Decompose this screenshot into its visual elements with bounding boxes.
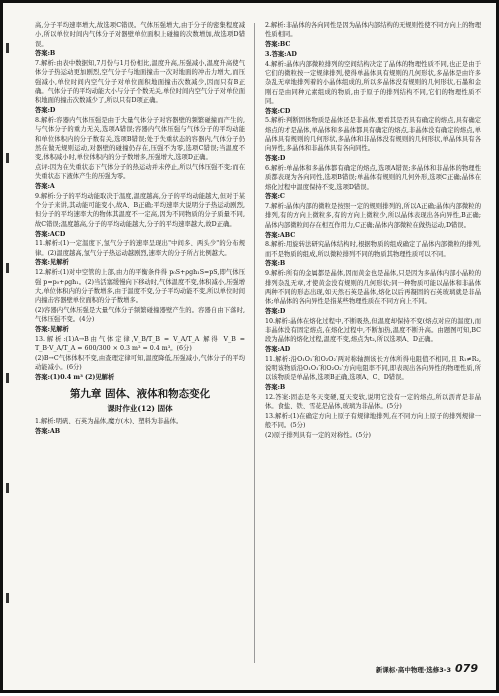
solution-paragraph: 13.解析:(1)A→B由气体定律,V_B/T_B = V_A/T_A 解得 V_B = T_B·V_A/T_A = 600/300 × 0.3 m³ = 0.4 m³。(6分) xyxy=(35,335,245,353)
solution-paragraph: 11.解析:(1)一定温度下,氢气分子的速率呈现出"中间多、两头少"的分布规律。(2)温度越高,氢气分子热运动越剧烈,速率大的分子所占比例越大。 xyxy=(35,240,245,257)
answer-line: 答案:D xyxy=(265,307,286,315)
solution-paragraph: 高,分子平均速率增大,故选项C错误。气体压强增大,由于分子的密集程度减小,所以单位时间内气体分子对器壁单位面积上碰撞的次数增加,故选项D错误。 xyxy=(35,22,245,48)
page-footer xyxy=(376,662,478,676)
chapter-answer-list xyxy=(35,417,245,436)
solution-paragraph: (2)B→C气体体积不变,由查理定律可知,温度降低,压强减小,气体分子的平均动能减小。(6分) xyxy=(35,354,245,372)
solution-paragraph: 12.解析:(1)对中空管的上部,由力的平衡条件得 p₀S+ρgh₁S=pS,即气体压强 p=p₀+ρgh₁。(2)当活塞缓慢向下移动时,气体温度不变,体积减小,压强增大,单位体积内的分子数增多,由于温度不变,分子平均动能不变,所以单位时间内撞击容器壁单位面积的分子数增多。 xyxy=(35,269,245,305)
answer-line: 答案:D xyxy=(265,155,286,163)
answer-line: 答案:(1)0.4 m³ (2)见解析 xyxy=(35,373,115,381)
answer-line: 答案:见解析 xyxy=(35,259,69,267)
answer-line: 3.答案:AD xyxy=(265,50,297,58)
answer-line: 答案:C xyxy=(265,193,285,201)
solution-paragraph: 9.解析:所有的金属都是晶体,因而黄金也是晶体,只是因为多晶体内部小晶粒的排列杂乱无章,才使黄金没有规则的几何形状;同一种物质可能以晶体和非晶体两种不同的形态出现,如天然石英是晶体,熔化以后再凝固的石英玻璃就是非晶体;单晶体的各向异性是指某些物理性质在不同方向上不同。 xyxy=(265,270,481,306)
answer-line: 答案:见解析 xyxy=(35,326,69,333)
answer-line: 答案:CD xyxy=(265,107,291,115)
solution-paragraph: 点评:因为在失重状态下气体分子的热运动并未停止,所以气体压强不变;而在失重状态下液体产生的压强为零。 xyxy=(35,163,245,181)
solution-paragraph: (2)容器内气体压强是大量气体分子频繁碰撞器壁产生的。容器自由下落时,气体压强不变。(4分) xyxy=(35,306,245,324)
answer-line: 答案:AD xyxy=(265,346,291,354)
answer-line: 答案:B xyxy=(35,50,56,58)
solution-paragraph: 8.解析:用旋转法研究晶体结构时,根据物质的组成确定了晶体内部微粒的排列,而不是物质的组成,所以微粒排列不同的物质其物理性质可以不同。 xyxy=(265,241,481,258)
solution-paragraph: (2)原子排列具有一定的对称性。(5分) xyxy=(265,432,371,440)
answer-line: 答案:ABC xyxy=(265,231,296,239)
solution-paragraph: 12.答案:固态是冬天变硬,夏天变软,说明它没有一定的熔点,所以沥青是非晶体。食盐、铁、雪花是晶体,玻璃为非晶体。(5分) xyxy=(265,394,481,411)
answer-line: 答案:A xyxy=(35,183,55,191)
left-column xyxy=(35,21,245,437)
column-divider xyxy=(254,23,255,663)
solution-paragraph: 7.解析:晶体内部的微粒是按照一定的规则排列的,所以A正确;晶体内部微粒的排列,有的方向上微粒多,有的方向上微粒少,所以晶体表现出各向异性,B正确;晶体内部微粒间存在相互作用力,C正确;晶体内部微粒在做热运动,D错误。 xyxy=(265,203,481,229)
solution-paragraph: 6.解析:单晶体和多晶体都有确定的熔点,选项A错误;多晶体和非晶体的物理性质都表现为各向同性,选项B错误;单晶体有规则的几何外形,选项C正确;晶体在熔化过程中温度保持不变,选项D错误。 xyxy=(265,164,481,191)
answer-line: 答案:D xyxy=(35,107,56,115)
solution-paragraph: 1.解析:明矾、石英为晶体,魔方(木)、塑料为非晶体。 xyxy=(35,418,183,426)
series-label: 新课标·高中物理·选修3-3 xyxy=(375,666,452,674)
solution-paragraph: 5.解析:判断固体物质是晶体还是非晶体,要看其是否具有确定的熔点,具有确定熔点的才是晶体,单晶体和多晶体都具有确定的熔点,非晶体没有确定的熔点,单晶体具有规则的几何形状,多晶体和非晶体没有规则的几何形状,单晶体具有各向异性,多晶体和非晶体具有各向同性。 xyxy=(265,117,481,153)
solution-paragraph: 9.解析:分子的平均动能取决于温度,温度越高,分子的平均动能越大,但对于某个分子来讲,其动能可能变小,故A、B正确;平均速率大说明分子热运动剧烈,但分子的平均速率大的物体其温度不一定高,因为不同物质的分子质量不同,故C错误;温度越高,分子的平均动能越大,分子的平均速率越大,故D正确。 xyxy=(35,192,245,228)
page-number: 079 xyxy=(455,662,478,675)
left-answer-list xyxy=(35,21,245,382)
answer-line: 答案:AB xyxy=(35,428,61,436)
solution-paragraph: 2.解析:非晶体的各向同性是因为晶体内部结构的无规则性使不同方向上的物理性质相同。 xyxy=(265,22,481,39)
chapter-title: 第九章 固体、液体和物态变化 xyxy=(69,388,211,401)
lesson-title: 课时作业(12) 固体 xyxy=(107,404,173,414)
solution-paragraph: 8.解析:容器内气体压强是由于大量气体分子对容器壁的频繁碰撞而产生的,与气体分子的重力无关,选项A错误;容器内气体压强与气体分子的平均动能和单位体积内的分子数有关,选项B错误;处于失重状态的容器内,气体分子仍然在做无规则运动,对器壁的碰撞仍存在,压强不为零,选项C错误;当温度不变,体积减小时,单位体积内的分子数增多,压强增大,选项D正确。 xyxy=(35,116,245,162)
solution-paragraph: 10.解析:晶体在熔化过程中,不断吸热,但温度却保持不变(熔点对应的温度),而非晶体没有固定熔点,在熔化过程中,不断加热,温度不断升高。由题图可知,BC段为晶体的熔化过程,温度不变,熔点为t₂,所以选项A、D正确。 xyxy=(265,317,481,344)
right-answer-list xyxy=(265,21,481,441)
solution-paragraph: 11.解析:沿O₁O₁′和O₂O₂′两对称轴测该长方体所得电阻值不相同,且 R₁≠R₂,说明该物质沿O₁O₁′和O₂O₂′方向电阻率不同,即表现出各向异性的物理性质,所以该物质是单晶体,选项B正确,选项A、C、D错误。 xyxy=(265,355,481,382)
binding-edge xyxy=(3,3,11,696)
answer-line: 答案:B xyxy=(265,384,286,392)
solution-paragraph: 7.解析:由表中数据知,7月份与1月份相比,温度升高,压强减小,温度升高使气体分子热运动更加剧烈,空气分子与地面撞击一次对地面的冲击力增大,而压强减小,单位时间内空气分子对单位面积地面撞击次数减少,因而只有B正确。气体分子的平均动能大小与分子个数无关,单位时间内空气分子对单位面积地面的撞击次数减少了,所以只有D项正确。 xyxy=(35,60,245,105)
solution-paragraph: 13.解析:(1)在确定方向上原子有规律地排列,在不同方向上原子的排列规律一般不同。(5分) xyxy=(265,413,481,430)
right-column xyxy=(265,21,481,441)
answer-line: 答案:BC xyxy=(265,41,291,49)
solution-paragraph: 4.解析:晶体内部微粒排列的空间结构决定了晶体的物理性质不同,也正是由于它们的微粒按一定规律排列,使得单晶体具有规则的几何形状,多晶体是由许多杂乱无章地排列着的小晶体组成的,所以多晶体没有规则的几何形状,石墨和金刚石是由同种元素组成的物质,由于原子的排列结构不同,它们的物理性质不同。 xyxy=(265,60,481,105)
answer-line: 答案:ACD xyxy=(35,230,66,238)
answer-line: 答案:B xyxy=(265,260,286,268)
